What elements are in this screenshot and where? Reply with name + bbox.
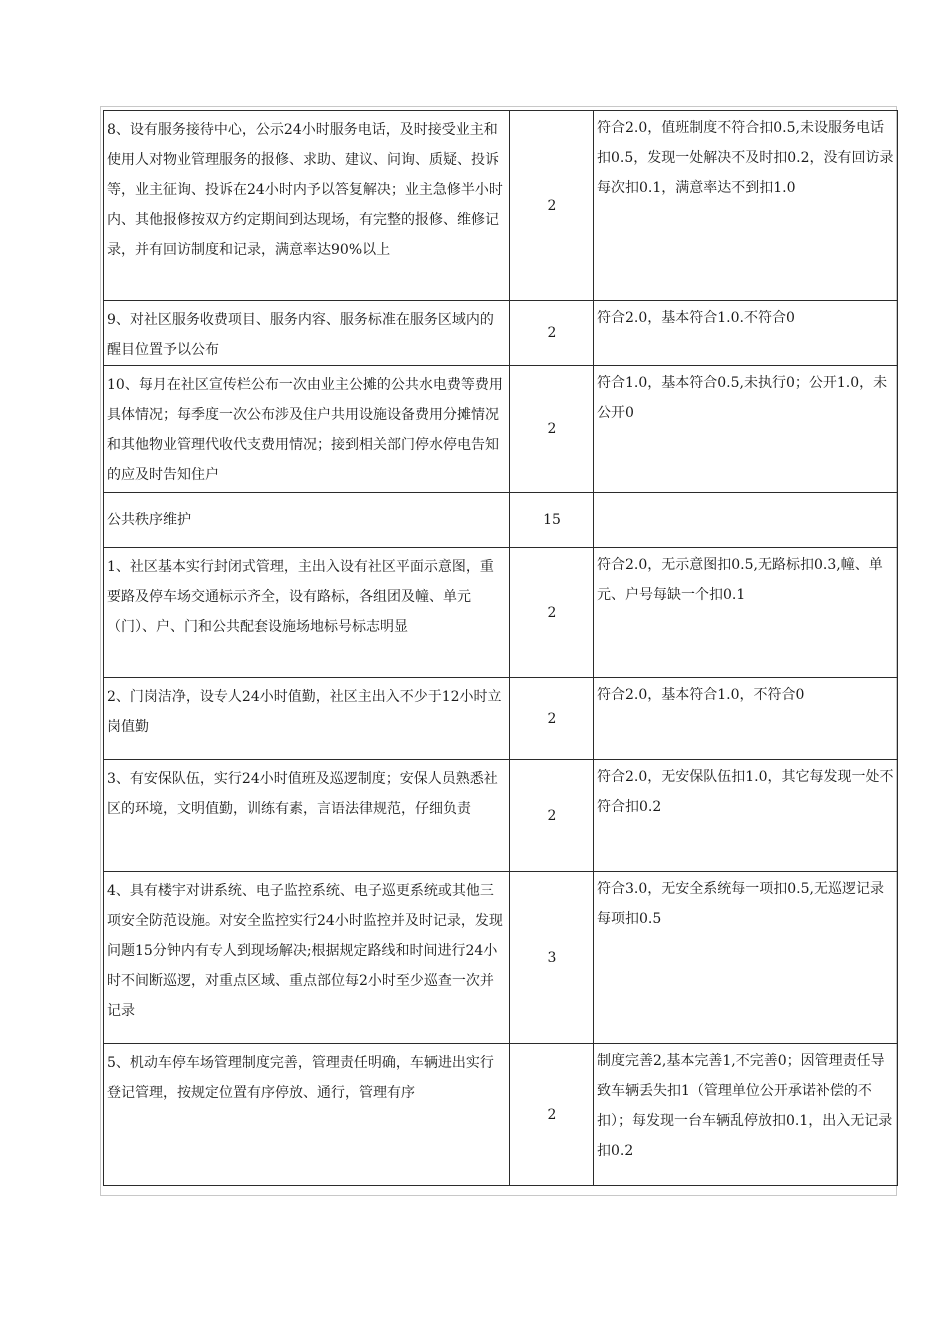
item-cell xyxy=(104,1044,510,1186)
section-header-row xyxy=(104,493,898,548)
score-cell: 2 xyxy=(510,111,594,301)
item-cell xyxy=(104,548,510,678)
item-cell xyxy=(104,366,510,493)
item-text: 2、门岗洁净，设专人24小时值勤，社区主出入不少于12小时立岗值勤 xyxy=(107,689,502,735)
rule-text: 符合2.0，无安保队伍扣1.0，其它每发现一处不符合扣0.2 xyxy=(597,769,894,815)
score-cell: 2 xyxy=(510,366,594,493)
item-cell xyxy=(104,111,510,301)
item-text: 8、设有服务接待中心，公示24小时服务电话，及时接受业主和使用人对物业管理服务的报修、求助、建议、问询、质疑、投诉等，业主征询、投诉在24小时内予以答复解决；业主急修半小时内、其他报修按双方约定期间到达现场，有完整的报修、维修记录，并有回访制度和记录，满意率达90%以上 xyxy=(107,122,503,258)
score-cell: 2 xyxy=(510,301,594,366)
table-row xyxy=(104,1044,898,1186)
table-row xyxy=(104,301,898,366)
item-text: 9、对社区服务收费项目、服务内容、服务标准在服务区域内的醒目位置予以公布 xyxy=(107,312,494,358)
score-cell: 3 xyxy=(510,872,594,1044)
item-text: 10、每月在社区宣传栏公布一次由业主公摊的公共水电费等费用具体情况；每季度一次公布涉及住户共用设施设备费用分摊情况和其他物业管理代收代支费用情况；接到相关部门停水停电告知的应及时告知住户 xyxy=(107,377,503,483)
section-score: 15 xyxy=(510,493,594,548)
table-row xyxy=(104,872,898,1044)
rule-cell xyxy=(594,493,898,548)
rule-text: 符合3.0，无安全系统每一项扣0.5,无巡逻记录每项扣0.5 xyxy=(597,881,884,927)
table-row xyxy=(104,111,898,301)
item-text: 5、机动车停车场管理制度完善，管理责任明确，车辆进出实行登记管理，按规定位置有序停放、通行，管理有序 xyxy=(107,1055,494,1101)
rule-cell xyxy=(594,678,898,760)
rule-text: 符合2.0，基本符合1.0.不符合0 xyxy=(597,310,795,326)
score-cell: 2 xyxy=(510,1044,594,1186)
section-title-text: 公共秩序维护 xyxy=(107,512,191,528)
item-text: 4、具有楼宇对讲系统、电子监控系统、电子巡更系统或其他三项安全防范设施。对安全监控实行24小时监控并及时记录，发现问题15分钟内有专人到现场解决;根据规定路线和时间进行24小时不间断巡逻，对重点区域、重点部位每2小时至少巡查一次并记录 xyxy=(107,883,503,1019)
table-row xyxy=(104,366,898,493)
section-title xyxy=(104,493,510,548)
rule-cell xyxy=(594,548,898,678)
item-cell xyxy=(104,872,510,1044)
rule-text xyxy=(597,519,895,521)
table-row xyxy=(104,760,898,872)
item-cell xyxy=(104,760,510,872)
rule-cell xyxy=(594,760,898,872)
rule-text: 符合2.0，值班制度不符合扣0.5,未设服务电话扣0.5，发现一处解决不及时扣0.2，没有回访录每次扣0.1，满意率达不到扣1.0 xyxy=(597,120,894,196)
rule-text: 制度完善2,基本完善1,不完善0；因管理责任导致车辆丢失扣1（管理单位公开承诺补偿的不扣）；每发现一台车辆乱停放扣0.1，出入无记录扣0.2 xyxy=(597,1053,893,1159)
table-row xyxy=(104,678,898,760)
rule-cell xyxy=(594,301,898,366)
rule-cell xyxy=(594,872,898,1044)
score-cell: 2 xyxy=(510,548,594,678)
rule-text: 符合2.0，无示意图扣0.5,无路标扣0.3,幢、单元、户号每缺一个扣0.1 xyxy=(597,557,883,603)
table-row xyxy=(104,548,898,678)
rule-text: 符合2.0，基本符合1.0，不符合0 xyxy=(597,687,805,703)
score-cell: 2 xyxy=(510,760,594,872)
item-cell xyxy=(104,301,510,366)
item-text: 3、有安保队伍，实行24小时值班及巡逻制度；安保人员熟悉社区的环境，文明值勤，训练有素，言语法律规范，仔细负责 xyxy=(107,771,498,817)
score-cell: 2 xyxy=(510,678,594,760)
item-text: 1、社区基本实行封闭式管理，主出入设有社区平面示意图，重要路及停车场交通标示齐全，设有路标，各组团及幢、单元（门）、户、门和公共配套设施场地标号标志明显 xyxy=(107,559,494,635)
rule-text: 符合1.0，基本符合0.5,未执行0；公开1.0，未公开0 xyxy=(597,375,888,421)
rule-cell xyxy=(594,111,898,301)
assessment-table xyxy=(103,110,898,1186)
rule-cell xyxy=(594,366,898,493)
item-cell xyxy=(104,678,510,760)
rule-cell xyxy=(594,1044,898,1186)
